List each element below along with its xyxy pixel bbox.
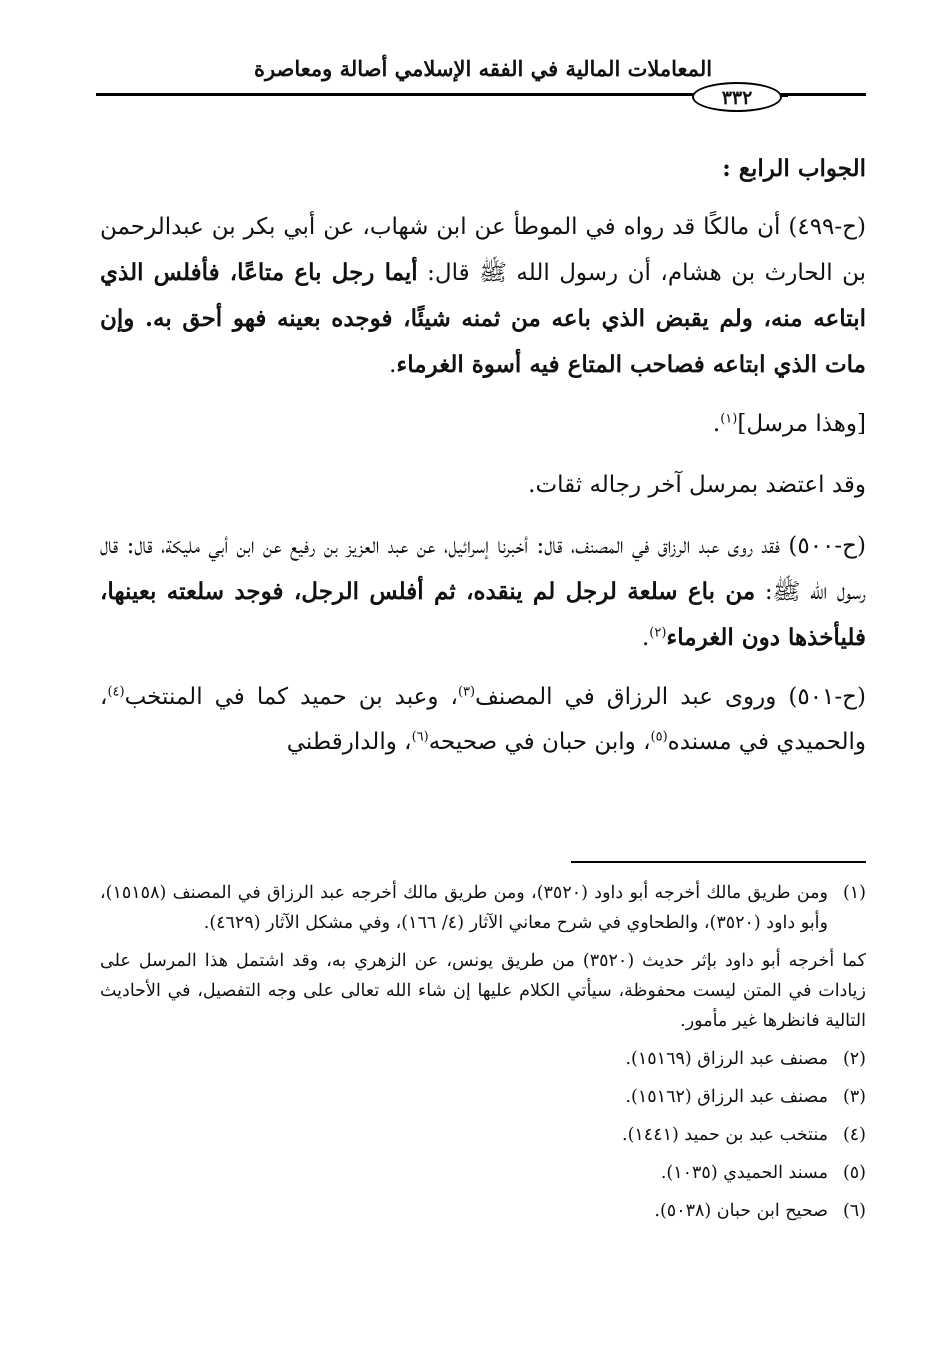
footnote-ref-1[interactable]: (١) xyxy=(720,411,738,427)
footnote-text: كما أخرجه أبو داود بإثر حديث (٣٥٢٠) من طريق يونس، عن الزهري به، وقد اشتمل هذا المرسل على زيادات في المتن ليست محفوظة، سيأتي الكلام عليها إن شاء الله تعالى على وجه التفصيل، في الأحاديث التالية فانظرها غير مأمور. xyxy=(100,951,866,1031)
footnote-5 xyxy=(100,1158,866,1188)
hadith-500-isnad: (ح-٥٠٠) فقد روى عبد الرزاق في المصنف، قال: أخبرنا إسرائيل، عن عبد العزيز بن رفيع عن ابن أبي مليكة، قال: قال رسول الله ﷺ: xyxy=(100,533,866,605)
hadith-500 xyxy=(100,524,866,661)
footnote-2 xyxy=(100,1044,866,1074)
mursal-note xyxy=(100,402,866,447)
page-number-badge xyxy=(692,82,782,112)
footnote-text: مسند الحميدي (١٠٣٥). xyxy=(660,1163,828,1183)
section-heading: الجواب الرابع : xyxy=(722,155,866,182)
main-text xyxy=(100,146,866,779)
hadith-501 xyxy=(100,675,866,765)
page-number: ٣٣٢ xyxy=(721,87,753,109)
footnote-6 xyxy=(100,1196,866,1226)
hadith-499-matn: أيما رجل باع متاعًا، فأفلس الذي ابتاعه منه، ولم يقبض الذي باعه من ثمنه شيئًا، فوجده بعينه فهو أحق به. وإن مات الذي ابتاعه فصاحب المتاع فيه أسوة الغرماء xyxy=(100,259,866,378)
footnote-text xyxy=(100,878,828,938)
hadith-499 xyxy=(100,205,866,388)
footnote-text: مصنف عبد الرزاق (١٥١٦٢). xyxy=(625,1087,828,1107)
footnote-3 xyxy=(100,1082,866,1112)
footnote-1-continuation xyxy=(100,946,866,1036)
footnote-number: (٢) xyxy=(842,1049,866,1069)
hadith-501-part-c: ، والحميدي في مسنده xyxy=(100,684,866,755)
footnote-text: منتخب عبد بن حميد (١٤٤١). xyxy=(622,1125,828,1145)
footnote-text-part: ومن طريق مالك أخرجه أبو داود (٣٥٢٠)، ومن طريق مالك أخرجه عبد الرزاق في المصنف (١٥١٥٨)، وأبو داود (٣٥٢٠)، والطحاوي في شرح معاني الآثار (٤/ ١٦٦)، وفي مشكل الآثار (٤٦٢٩). xyxy=(100,883,828,933)
footnote-ref-5[interactable]: (٥) xyxy=(650,729,668,745)
footnote-ref-2[interactable]: (٢) xyxy=(649,625,667,641)
hadith-501-part-e: ، والدارقطني xyxy=(286,729,412,755)
footnote-text: مصنف عبد الرزاق (١٥١٦٩). xyxy=(625,1049,828,1069)
footnote-number: (٦) xyxy=(842,1201,866,1221)
footnote-1 xyxy=(100,878,866,938)
hadith-499-end: . xyxy=(389,352,397,378)
mursal-note-end: . xyxy=(712,411,721,437)
running-header-title: المعاملات المالية في الفقه الإسلامي أصالة ومعاصرة xyxy=(253,56,713,81)
hadith-501-part-a: (ح-٥٠١) وروى عبد الرزاق في المصنف xyxy=(475,684,866,710)
footnote-number: (٥) xyxy=(842,1163,866,1183)
footnote-ref-6[interactable]: (٦) xyxy=(411,729,429,745)
supporting-note: وقد اعتضد بمرسل آخر رجاله ثقات. xyxy=(528,472,866,498)
footnote-number: (٤) xyxy=(842,1125,866,1145)
hadith-501-part-b: ، وعبد بن حميد كما في المنتخب xyxy=(124,684,458,710)
hadith-501-part-d: ، وابن حبان في صحيحه xyxy=(428,729,651,755)
footnote-ref-3[interactable]: (٣) xyxy=(457,684,476,700)
footnote-number: (٣) xyxy=(842,1087,866,1107)
footnote-number: (١) xyxy=(842,883,866,903)
hadith-500-matn: من باع سلعة لرجل لم ينقده، ثم أفلس الرجل، فوجد سلعته بعينها، فليأخذها دون الغرماء xyxy=(100,578,866,651)
footnotes xyxy=(100,878,866,1234)
hadith-500-end: . xyxy=(641,625,650,651)
footnote-text: صحيح ابن حبان (٥٠٣٨). xyxy=(654,1201,828,1221)
mursal-note-text: [وهذا مرسل] xyxy=(737,411,866,437)
footnote-4 xyxy=(100,1120,866,1150)
footnote-ref-4[interactable]: (٤) xyxy=(107,684,125,700)
footnote-separator xyxy=(571,861,866,863)
hadith-499-isnad: (ح-٤٩٩) أن مالكًا قد رواه في الموطأ عن ابن شهاب، عن أبي بكر بن عبدالرحمن بن الحارث بن هشام، أن رسول الله ﷺ قال: xyxy=(100,214,866,286)
